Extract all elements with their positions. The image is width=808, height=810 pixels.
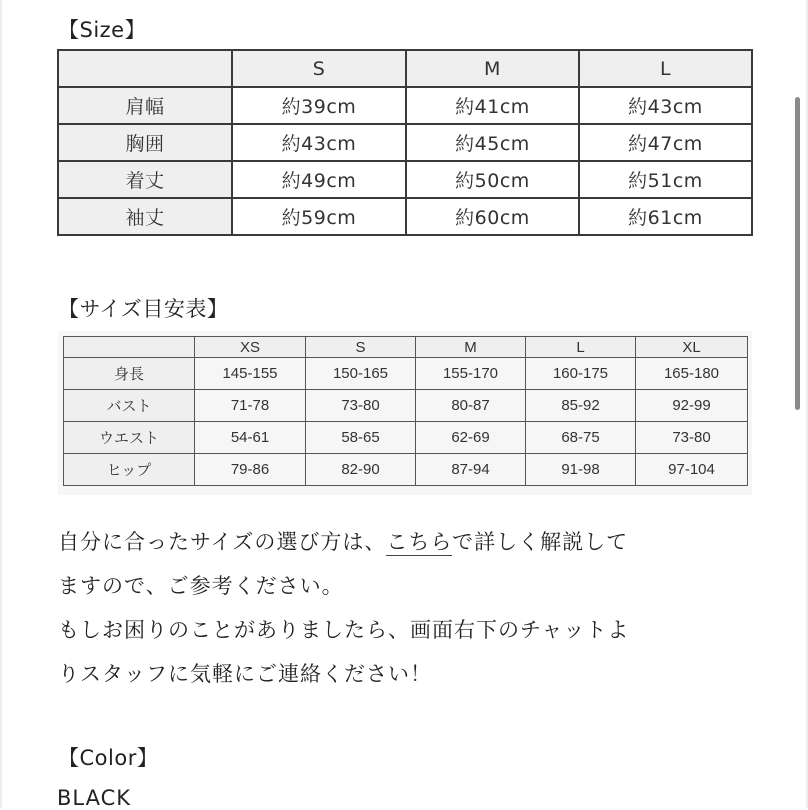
left-edge-divider [0,0,2,808]
size-table [57,49,753,236]
cell: 71-78 [195,390,306,422]
row-label-chest: 胸囲 [58,124,232,161]
cell: 97-104 [636,454,748,486]
cell: 約61cm [579,198,752,235]
table-row [58,124,752,161]
cell: 約39cm [232,87,406,124]
cell: 54-61 [195,422,306,454]
cell: 約43cm [232,124,406,161]
row-label-hip: ヒップ [64,454,195,486]
row-label-bust: バスト [64,390,195,422]
guide-header-blank [64,337,195,358]
cell: 85-92 [526,390,636,422]
guide-header-xl: XL [636,337,748,358]
size-guide-heading: 【サイズ目安表】 [58,297,229,321]
size-guide-link[interactable]: こちら [386,530,453,554]
description-text: 自分に合ったサイズの選び方は、 [58,530,387,554]
row-label-length: 着丈 [58,161,232,198]
guide-table-header-row [64,337,748,358]
row-label-waist: ウエスト [64,422,195,454]
cell: 145-155 [195,358,306,390]
cell: 58-65 [306,422,416,454]
description-line-4: りスタッフに気軽にご連絡ください！ [58,662,432,686]
cell: 80-87 [416,390,526,422]
cell: 約49cm [232,161,406,198]
size-description [58,520,758,696]
cell: 155-170 [416,358,526,390]
cell: 約59cm [232,198,406,235]
cell: 68-75 [526,422,636,454]
cell: 約50cm [406,161,579,198]
description-text: で詳しく解説して [452,530,629,554]
table-row [64,454,748,486]
cell: 91-98 [526,454,636,486]
cell: 約47cm [579,124,752,161]
size-header-m: M [406,50,579,87]
cell: 79-86 [195,454,306,486]
table-row [64,358,748,390]
cell: 87-94 [416,454,526,486]
description-line-3: もしお困りのことがありましたら、画面右下のチャットよ [58,618,630,642]
cell: 約41cm [406,87,579,124]
size-table-header-row [58,50,752,87]
cell: 約60cm [406,198,579,235]
table-row [58,161,752,198]
size-header-l: L [579,50,752,87]
description-line-2: ますので、ご参考ください。 [58,574,344,598]
table-row [64,422,748,454]
row-label-shoulder: 肩幅 [58,87,232,124]
cell: 約45cm [406,124,579,161]
cell: 160-175 [526,358,636,390]
table-row [64,390,748,422]
guide-header-s: S [306,337,416,358]
color-value: BLACK [57,786,132,810]
size-header-s: S [232,50,406,87]
cell: 73-80 [306,390,416,422]
cell: 約51cm [579,161,752,198]
table-row [58,198,752,235]
guide-header-xs: XS [195,337,306,358]
size-heading: 【Size】 [58,18,147,42]
guide-header-m: M [416,337,526,358]
cell: 約43cm [579,87,752,124]
color-heading: 【Color】 [58,746,159,770]
size-guide-table [63,336,748,486]
size-header-blank [58,50,232,87]
description-line-1 [58,520,758,564]
cell: 92-99 [636,390,748,422]
cell: 150-165 [306,358,416,390]
cell: 165-180 [636,358,748,390]
cell: 82-90 [306,454,416,486]
vertical-scrollbar[interactable] [795,97,800,410]
table-row [58,87,752,124]
row-label-height: 身長 [64,358,195,390]
cell: 62-69 [416,422,526,454]
guide-header-l: L [526,337,636,358]
cell: 73-80 [636,422,748,454]
row-label-sleeve: 袖丈 [58,198,232,235]
